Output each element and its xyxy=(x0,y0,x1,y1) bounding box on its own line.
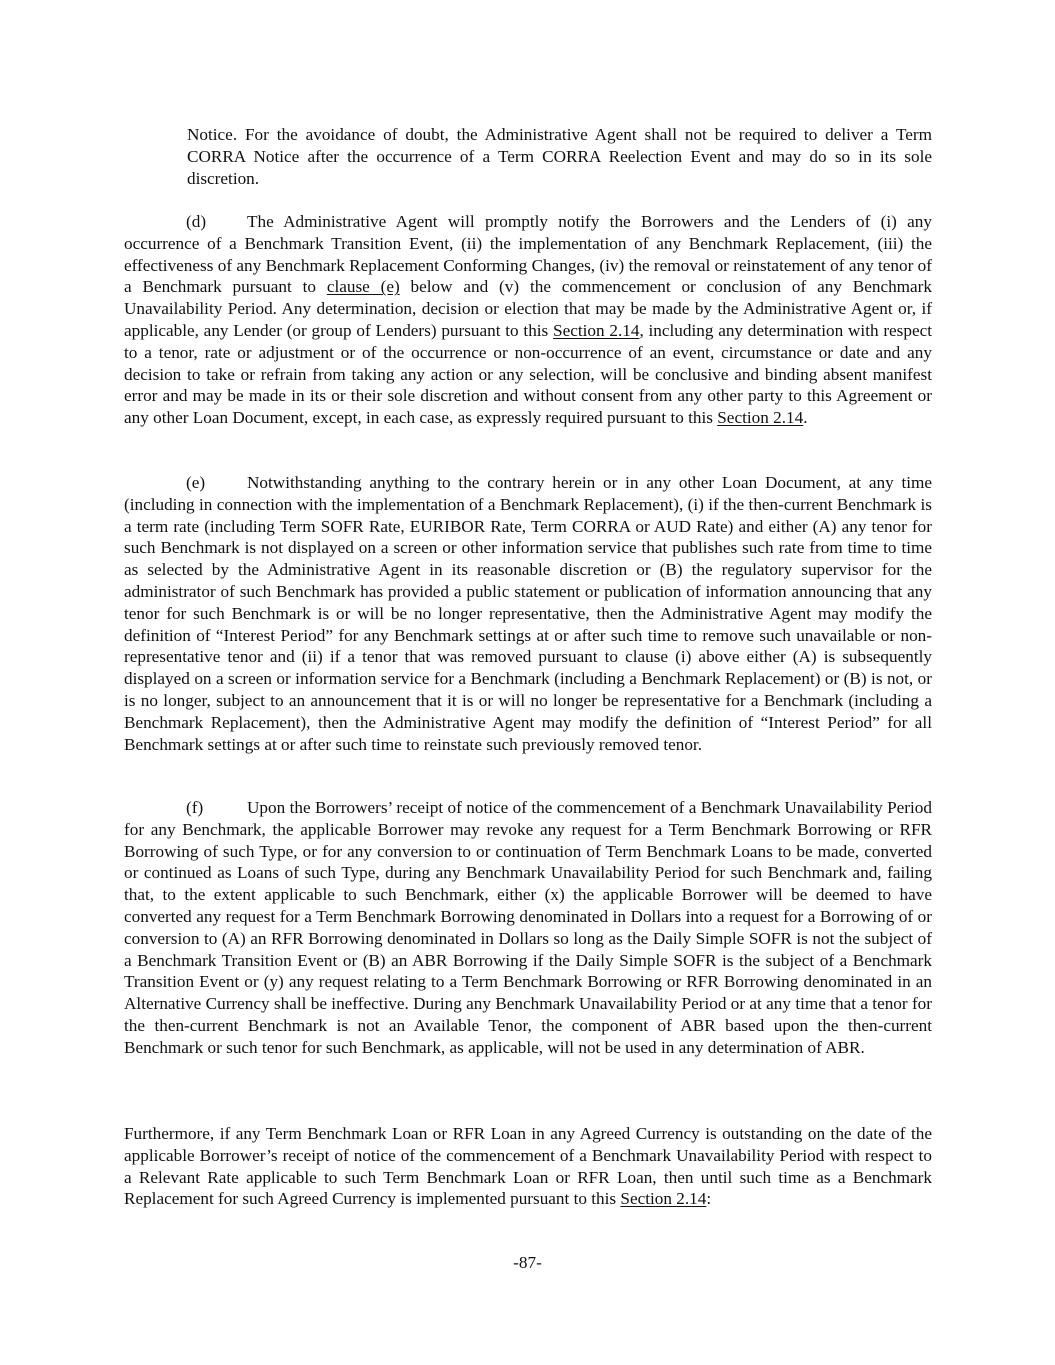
paragraph-text: Notwithstanding anything to the contrary herein or in any other Loan Document, at any time (including in connection with the implementation of a Benchmark Replacement), (i) if the then-current Benchmark is a term rate (including Term SOFR Rate, EURIBOR Rate, Term CORRA or AUD Rate) and either (A) any tenor for such Benchmark is not displayed on a screen or other information service that publishes such rate from time to time as selected by the Administrative Agent in its reasonable discretion or (B) the regulatory supervisor for the administrator of such Benchmark has provided a public statement or publication of information announcing that any tenor for such Benchmark is or will be no longer representative, then the Administrative Agent may modify the definition of “Interest Period” for any Benchmark settings at or after such time to remove such unavailable or non-representative tenor and (ii) if a tenor that was removed pursuant to clause (i) above either (A) is subsequently displayed on a screen or information service for a Benchmark (including a Benchmark Replacement) or (B) is not, or is no longer, subject to an announcement that it is or will no longer be representative for a Benchmark (including a Benchmark Replacement), then the Administrative Agent may modify the definition of “Interest Period” for all Benchmark settings at or after such time to reinstate such previously removed tenor. xyxy=(124,473,932,754)
paragraph-text: . xyxy=(803,408,808,428)
section-2-14-reference: Section 2.14 xyxy=(717,408,804,428)
paragraph-text: The Administrative Agent will promptly notify the Borrowers and the Lenders of (i) any occurrence of a Benchmark Transition Event, (ii) the implementation of any Benchmark Replacement, (iii) the effectiveness of any Benchmark Replacement Conforming Changes, (iv) the removal or reinstatement of any tenor of a Benchmark pursuant to xyxy=(124,212,932,297)
paragraph-furthermore xyxy=(124,1123,932,1210)
page-number: -87- xyxy=(513,1253,542,1272)
clause-e-reference: clause (e) xyxy=(326,277,400,297)
paragraph-text: below and (v) the commencement or conclusion of any Benchmark Unavailability Period. Any determination, decision or election that may be made by the Administrative Agent or, if applicable, any Lender (or group of Lenders) pursuant to this xyxy=(124,277,932,340)
paragraph-text: : xyxy=(706,1189,712,1209)
section-2-14-reference: Section 2.14 xyxy=(553,320,640,340)
paragraph-marker-f: (f) xyxy=(186,798,204,817)
paragraph-marker-e: (e) xyxy=(186,473,206,492)
paragraph-text: Upon the Borrowers’ receipt of notice of the commencement of a Benchmark Unavailability Period for any Benchmark, the applicable Borrower may revoke any request for a Term Benchmark Borrowing or RFR Borrowing of such Type, or for any conversion to or continuation of Term Benchmark Loans to be made, converted or continued as Loans of such Type, during any Benchmark Unavailability Period for such Benchmark and, failing that, to the extent applicable to such Benchmark, either (x) the applicable Borrower will be deemed to have converted any request for a Term Benchmark Borrowing denominated in Dollars into a request for a Borrowing of or conversion to (A) an RFR Borrowing denominated in Dollars so long as the Daily Simple SOFR is not the subject of a Benchmark Transition Event or (B) an ABR Borrowing if the Daily Simple SOFR is the subject of a Benchmark Transition Event or (y) any request relating to a Term Benchmark Borrowing or RFR Borrowing denominated in an Alternative Currency shall be ineffective. During any Benchmark Unavailability Period or at any time that a tenor for the then-current Benchmark is not an Available Tenor, the component of ABR based upon the then-current Benchmark or such tenor for such Benchmark, as applicable, will not be used in any determination of ABR. xyxy=(124,798,932,1057)
section-2-14-reference: Section 2.14 xyxy=(620,1189,707,1209)
paragraph-text: Notice. For the avoidance of doubt, the Administrative Agent shall not be required to deliver a Term CORRA Notice after the occurrence of a Term CORRA Reelection Event and may do so in its sole discretion. xyxy=(187,125,932,188)
paragraph-f xyxy=(124,797,932,1059)
paragraph-e xyxy=(124,472,932,755)
paragraph-text: , including any determination with respect to a tenor, rate or adjustment or of the occurrence or non-occurrence of an event, circumstance or date and any decision to take or refrain from taking any action or any selection, will be conclusive and binding absent manifest error and may be made in its or their sole discretion and without consent from any other party to this Agreement or any other Loan Document, except, in each case, as expressly required pursuant to this xyxy=(124,320,932,428)
paragraph-text: Furthermore, if any Term Benchmark Loan or RFR Loan in any Agreed Currency is outstanding on the date of the applicable Borrower’s receipt of notice of the commencement of a Benchmark Unavailability Period with respect to a Relevant Rate applicable to such Term Benchmark Loan or RFR Loan, then until such time as a Benchmark Replacement for such Agreed Currency is implemented pursuant to this xyxy=(124,1124,932,1209)
paragraph-d xyxy=(124,211,932,429)
paragraph-marker-d: (d) xyxy=(186,212,207,231)
paragraph-continuation xyxy=(187,124,932,189)
